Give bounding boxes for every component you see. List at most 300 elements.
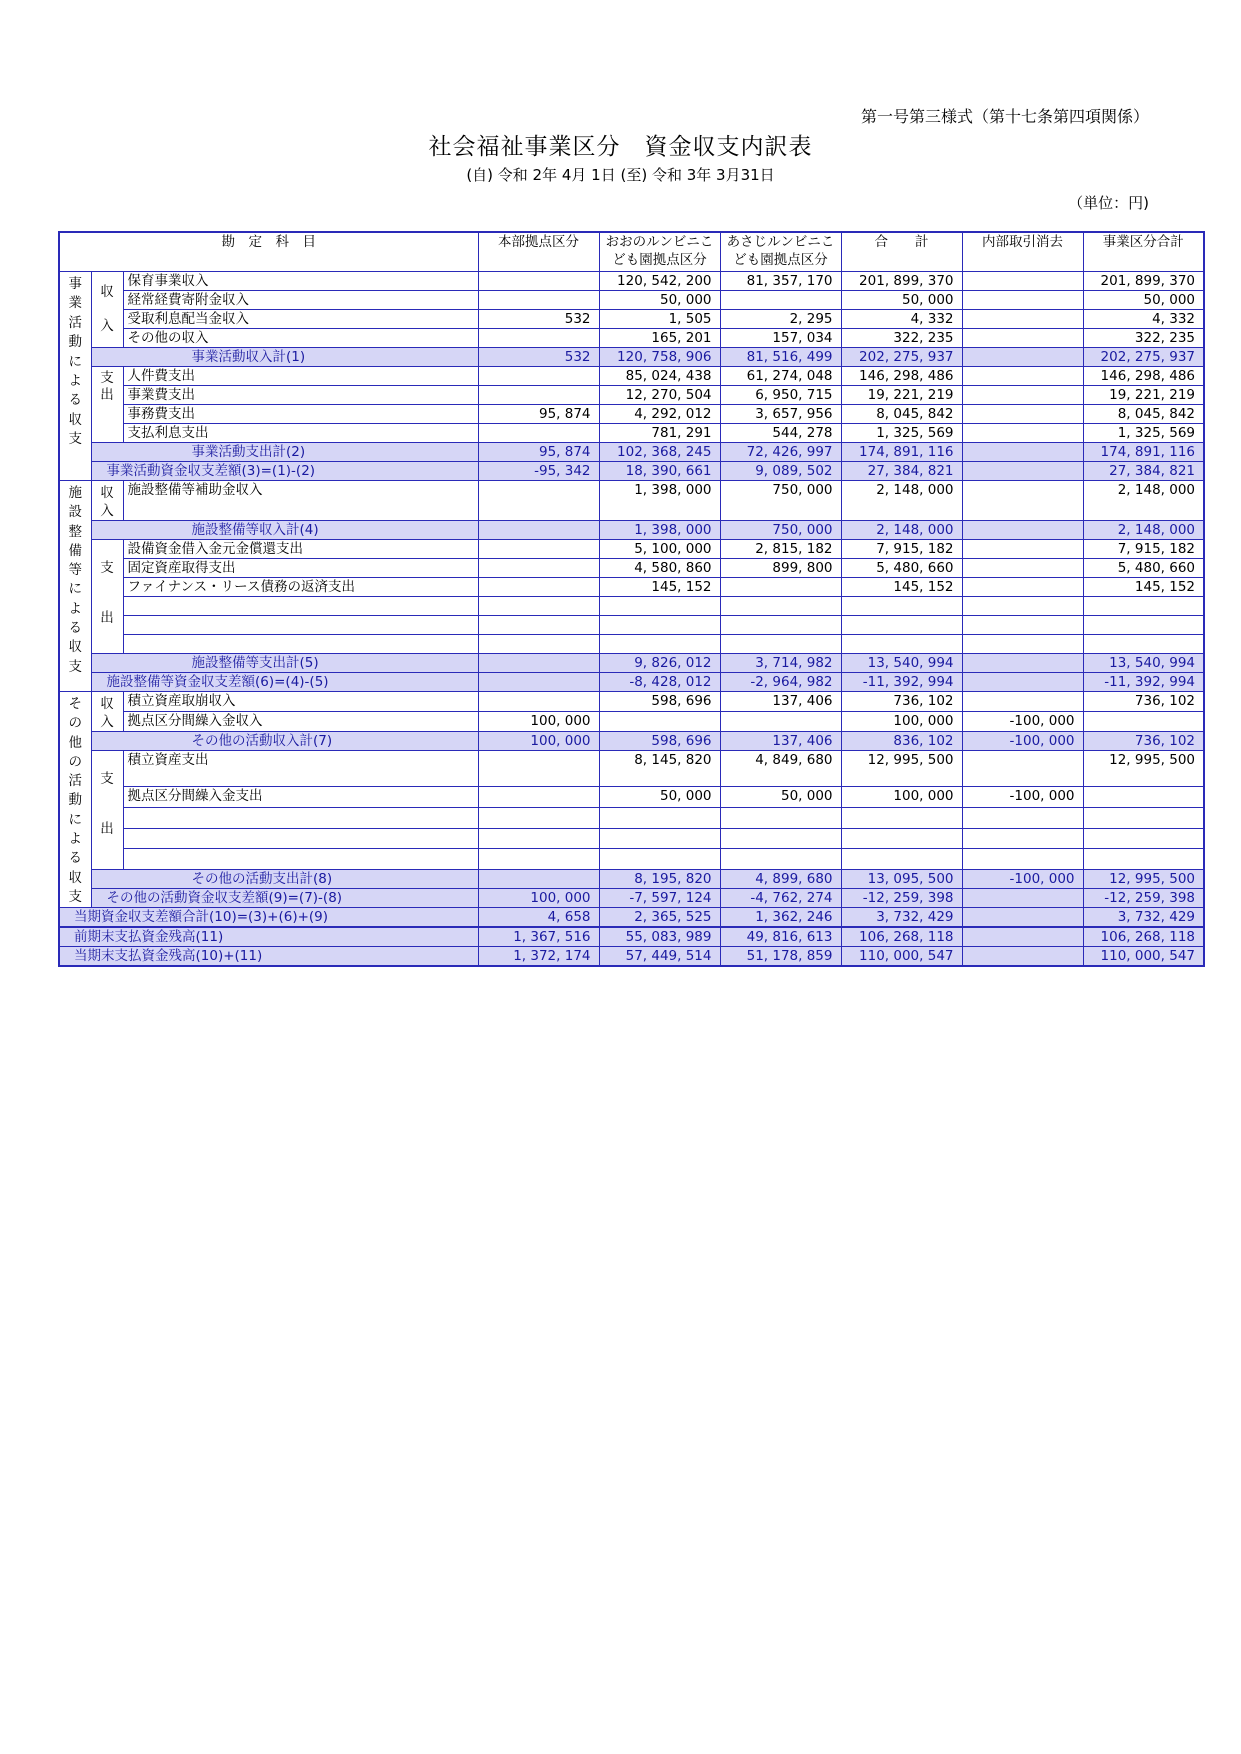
value-cell: [962, 889, 1083, 908]
value-cell: 157, 034: [720, 329, 841, 348]
account-label: 経常経費寄附金収入: [123, 291, 478, 310]
value-cell: 120, 542, 200: [599, 272, 720, 291]
value-cell: [962, 597, 1083, 616]
value-cell: 145, 152: [599, 578, 720, 597]
difference-row: [59, 889, 1204, 908]
value-cell: 102, 368, 245: [599, 443, 720, 462]
value-cell: 100, 000: [478, 889, 599, 908]
subtotal-row: [59, 348, 1204, 367]
report-period: (自) 令和 2年 4月 1日 (至) 令和 3年 3月31日: [466, 166, 775, 184]
value-cell: 13, 095, 500: [841, 870, 962, 889]
value-cell: 322, 235: [1083, 329, 1204, 348]
header-col6: 事業区分合計: [1083, 232, 1204, 272]
value-cell: [1083, 597, 1204, 616]
account-label: 施設整備等補助金収入: [123, 481, 478, 521]
value-cell: [720, 597, 841, 616]
table-row: [59, 405, 1204, 424]
value-cell: -11, 392, 994: [1083, 673, 1204, 692]
value-cell: [1083, 635, 1204, 654]
side-label-in-text: 収入: [100, 485, 114, 519]
value-cell: [720, 712, 841, 732]
balance-row: [59, 927, 1204, 947]
value-cell: 100, 000: [841, 787, 962, 808]
value-cell: 1, 398, 000: [599, 481, 720, 521]
value-cell: 13, 540, 994: [841, 654, 962, 673]
value-cell: 2, 148, 000: [841, 521, 962, 540]
value-cell: 51, 178, 859: [720, 947, 841, 967]
account-label: 積立資産支出: [123, 751, 478, 787]
value-cell: 137, 406: [720, 732, 841, 751]
value-cell: 120, 758, 906: [599, 348, 720, 367]
side-label-out-text: 支出: [100, 560, 114, 626]
value-cell: 1, 325, 569: [1083, 424, 1204, 443]
value-cell: [962, 578, 1083, 597]
value-cell: 50, 000: [841, 291, 962, 310]
value-cell: -4, 762, 274: [720, 889, 841, 908]
header-item: 勘 定 科 目: [59, 232, 478, 272]
table-row: [59, 597, 1204, 616]
value-cell: [962, 540, 1083, 559]
value-cell: 5, 100, 000: [599, 540, 720, 559]
value-cell: [599, 807, 720, 828]
value-cell: 81, 357, 170: [720, 272, 841, 291]
value-cell: [962, 329, 1083, 348]
value-cell: 4, 899, 680: [720, 870, 841, 889]
value-cell: [478, 673, 599, 692]
account-label: 保育事業収入: [123, 272, 478, 291]
blank-cell: [123, 849, 478, 870]
value-cell: [962, 272, 1083, 291]
value-cell: [1083, 849, 1204, 870]
value-cell: 201, 899, 370: [841, 272, 962, 291]
value-cell: [962, 462, 1083, 481]
value-cell: [962, 947, 1083, 967]
section-label-sonota: [59, 692, 91, 908]
value-cell: 736, 102: [1083, 732, 1204, 751]
account-label: 支払利息支出: [123, 424, 478, 443]
difference-row: [59, 462, 1204, 481]
table-row: [59, 367, 1204, 386]
value-cell: [962, 559, 1083, 578]
value-cell: [841, 635, 962, 654]
value-cell: [841, 849, 962, 870]
value-cell: [962, 908, 1083, 928]
value-cell: 8, 045, 842: [1083, 405, 1204, 424]
value-cell: [478, 424, 599, 443]
value-cell: [720, 578, 841, 597]
value-cell: [962, 616, 1083, 635]
value-cell: [478, 521, 599, 540]
value-cell: 174, 891, 116: [841, 443, 962, 462]
side-label-in: [91, 272, 123, 348]
value-cell: 532: [478, 310, 599, 329]
value-cell: 3, 732, 429: [841, 908, 962, 928]
section-label-jigyo: [59, 272, 91, 481]
value-cell: 106, 268, 118: [841, 927, 962, 947]
value-cell: [720, 616, 841, 635]
table-row: [59, 787, 1204, 808]
value-cell: 201, 899, 370: [1083, 272, 1204, 291]
value-cell: [962, 521, 1083, 540]
value-cell: [478, 597, 599, 616]
value-cell: 165, 201: [599, 329, 720, 348]
value-cell: [478, 616, 599, 635]
value-cell: 2, 295: [720, 310, 841, 329]
value-cell: 9, 826, 012: [599, 654, 720, 673]
value-cell: 12, 995, 500: [841, 751, 962, 787]
difference-label: その他の活動資金収支差額(9)=(7)-(8): [91, 889, 478, 908]
value-cell: 95, 874: [478, 443, 599, 462]
difference-row: [59, 673, 1204, 692]
value-cell: [962, 443, 1083, 462]
value-cell: [478, 828, 599, 849]
table-row: [59, 849, 1204, 870]
value-cell: [962, 291, 1083, 310]
value-cell: 50, 000: [1083, 291, 1204, 310]
value-cell: 50, 000: [599, 291, 720, 310]
table-header-row: [59, 232, 1204, 272]
value-cell: 598, 696: [599, 692, 720, 712]
value-cell: 49, 816, 613: [720, 927, 841, 947]
value-cell: 9, 089, 502: [720, 462, 841, 481]
value-cell: 781, 291: [599, 424, 720, 443]
value-cell: 7, 915, 182: [841, 540, 962, 559]
header-col5: 内部取引消去: [962, 232, 1083, 272]
table-row: [59, 828, 1204, 849]
value-cell: -100, 000: [962, 732, 1083, 751]
table-row: [59, 559, 1204, 578]
value-cell: [478, 291, 599, 310]
value-cell: [841, 807, 962, 828]
value-cell: -100, 000: [962, 712, 1083, 732]
value-cell: [599, 597, 720, 616]
account-label: 積立資産取崩収入: [123, 692, 478, 712]
value-cell: [962, 849, 1083, 870]
balance-label: 当期末支払資金残高(10)+(11): [59, 947, 478, 967]
table-row: [59, 578, 1204, 597]
subtotal-label: 事業活動支出計(2): [91, 443, 478, 462]
subtotal-row: [59, 521, 1204, 540]
value-cell: 3, 657, 956: [720, 405, 841, 424]
value-cell: 106, 268, 118: [1083, 927, 1204, 947]
value-cell: 4, 332: [1083, 310, 1204, 329]
value-cell: 19, 221, 219: [841, 386, 962, 405]
value-cell: 4, 332: [841, 310, 962, 329]
value-cell: 202, 275, 937: [1083, 348, 1204, 367]
value-cell: 13, 540, 994: [1083, 654, 1204, 673]
value-cell: 532: [478, 348, 599, 367]
value-cell: [962, 751, 1083, 787]
value-cell: 110, 000, 547: [841, 947, 962, 967]
value-cell: [962, 367, 1083, 386]
fund-statement-table: [58, 231, 1205, 928]
header-col1: 本部拠点区分: [478, 232, 599, 272]
value-cell: -12, 259, 398: [841, 889, 962, 908]
value-cell: 544, 278: [720, 424, 841, 443]
header-col2: おおのルンビニこども園拠点区分: [599, 232, 720, 272]
unit-label: （単位：円): [1068, 194, 1149, 212]
value-cell: -95, 342: [478, 462, 599, 481]
value-cell: 8, 195, 820: [599, 870, 720, 889]
value-cell: [962, 807, 1083, 828]
table-row: [59, 272, 1204, 291]
account-label: 固定資産取得支出: [123, 559, 478, 578]
value-cell: 1, 398, 000: [599, 521, 720, 540]
value-cell: -11, 392, 994: [841, 673, 962, 692]
value-cell: [1083, 807, 1204, 828]
account-label: 設備資金借入金元金償還支出: [123, 540, 478, 559]
table-row: [59, 635, 1204, 654]
subtotal-label: その他の活動支出計(8): [91, 870, 478, 889]
value-cell: 4, 580, 860: [599, 559, 720, 578]
value-cell: [478, 481, 599, 521]
value-cell: [478, 654, 599, 673]
table-row: [59, 751, 1204, 787]
value-cell: [720, 807, 841, 828]
account-label: 事業費支出: [123, 386, 478, 405]
blank-cell: [123, 635, 478, 654]
value-cell: [841, 828, 962, 849]
account-label: 事務費支出: [123, 405, 478, 424]
value-cell: 57, 449, 514: [599, 947, 720, 967]
value-cell: -12, 259, 398: [1083, 889, 1204, 908]
value-cell: 8, 145, 820: [599, 751, 720, 787]
table-row: [59, 310, 1204, 329]
value-cell: [478, 635, 599, 654]
value-cell: [478, 870, 599, 889]
value-cell: 2, 815, 182: [720, 540, 841, 559]
value-cell: [1083, 712, 1204, 732]
value-cell: 1, 367, 516: [478, 927, 599, 947]
value-cell: [962, 692, 1083, 712]
value-cell: 2, 148, 000: [1083, 521, 1204, 540]
balance-label: 前期末支払資金残高(11): [59, 927, 478, 947]
value-cell: [962, 654, 1083, 673]
value-cell: 95, 874: [478, 405, 599, 424]
value-cell: 137, 406: [720, 692, 841, 712]
value-cell: 27, 384, 821: [841, 462, 962, 481]
value-cell: [478, 329, 599, 348]
value-cell: -2, 964, 982: [720, 673, 841, 692]
table-row: [59, 540, 1204, 559]
value-cell: [478, 540, 599, 559]
value-cell: [720, 635, 841, 654]
value-cell: 12, 995, 500: [1083, 751, 1204, 787]
value-cell: 100, 000: [478, 712, 599, 732]
table-row: [59, 616, 1204, 635]
balance-table: [58, 926, 1205, 967]
value-cell: 110, 000, 547: [1083, 947, 1204, 967]
subtotal-row: [59, 654, 1204, 673]
value-cell: 2, 365, 525: [599, 908, 720, 928]
subtotal-label: その他の活動収入計(7): [91, 732, 478, 751]
value-cell: [962, 481, 1083, 521]
side-label-out: [91, 540, 123, 654]
value-cell: 4, 849, 680: [720, 751, 841, 787]
value-cell: [962, 927, 1083, 947]
value-cell: 18, 390, 661: [599, 462, 720, 481]
value-cell: 4, 658: [478, 908, 599, 928]
subtotal-row: [59, 732, 1204, 751]
value-cell: 1, 505: [599, 310, 720, 329]
table-row: [59, 386, 1204, 405]
value-cell: 836, 102: [841, 732, 962, 751]
table-row: [59, 807, 1204, 828]
account-label: 受取利息配当金収入: [123, 310, 478, 329]
account-label: 人件費支出: [123, 367, 478, 386]
value-cell: 174, 891, 116: [1083, 443, 1204, 462]
account-label: ファイナンス・リース債務の返済支出: [123, 578, 478, 597]
table-row: [59, 424, 1204, 443]
section-label-sonota-text: その他の活動による収支: [68, 696, 82, 905]
value-cell: [599, 828, 720, 849]
value-cell: [478, 787, 599, 808]
value-cell: 4, 292, 012: [599, 405, 720, 424]
balance-row: [59, 947, 1204, 967]
value-cell: 50, 000: [599, 787, 720, 808]
blank-cell: [123, 807, 478, 828]
value-cell: [962, 386, 1083, 405]
subtotal-label: 施設整備等収入計(4): [91, 521, 478, 540]
value-cell: 146, 298, 486: [841, 367, 962, 386]
side-label-out-text: 支出: [100, 370, 114, 404]
value-cell: [962, 635, 1083, 654]
value-cell: [478, 559, 599, 578]
value-cell: 12, 270, 504: [599, 386, 720, 405]
value-cell: -100, 000: [962, 787, 1083, 808]
value-cell: 72, 426, 997: [720, 443, 841, 462]
value-cell: [962, 348, 1083, 367]
value-cell: [962, 424, 1083, 443]
account-label: その他の収入: [123, 329, 478, 348]
subtotal-label: 事業活動収入計(1): [91, 348, 478, 367]
section-label-jigyo-text: 事業活動による収支: [68, 276, 82, 448]
value-cell: [478, 367, 599, 386]
value-cell: 5, 480, 660: [1083, 559, 1204, 578]
value-cell: 322, 235: [841, 329, 962, 348]
header-col3: あさじルンビニこども園拠点区分: [720, 232, 841, 272]
value-cell: 100, 000: [478, 732, 599, 751]
side-label-in: [91, 481, 123, 521]
blank-cell: [123, 616, 478, 635]
value-cell: 12, 995, 500: [1083, 870, 1204, 889]
account-label: 拠点区分間繰入金収入: [123, 712, 478, 732]
value-cell: [478, 578, 599, 597]
value-cell: 50, 000: [720, 787, 841, 808]
value-cell: 55, 083, 989: [599, 927, 720, 947]
value-cell: -8, 428, 012: [599, 673, 720, 692]
value-cell: 61, 274, 048: [720, 367, 841, 386]
value-cell: 750, 000: [720, 521, 841, 540]
value-cell: [599, 616, 720, 635]
value-cell: 899, 800: [720, 559, 841, 578]
value-cell: 736, 102: [841, 692, 962, 712]
value-cell: [478, 692, 599, 712]
value-cell: 3, 732, 429: [1083, 908, 1204, 928]
value-cell: 100, 000: [841, 712, 962, 732]
subtotal-row: [59, 443, 1204, 462]
value-cell: [478, 807, 599, 828]
value-cell: 202, 275, 937: [841, 348, 962, 367]
value-cell: [720, 849, 841, 870]
value-cell: 736, 102: [1083, 692, 1204, 712]
value-cell: 1, 372, 174: [478, 947, 599, 967]
subtotal-row: [59, 870, 1204, 889]
value-cell: -7, 597, 124: [599, 889, 720, 908]
value-cell: [720, 291, 841, 310]
value-cell: 2, 148, 000: [1083, 481, 1204, 521]
value-cell: [841, 616, 962, 635]
side-label-out-text: 支出: [100, 771, 114, 837]
value-cell: [720, 828, 841, 849]
value-cell: 7, 915, 182: [1083, 540, 1204, 559]
value-cell: 27, 384, 821: [1083, 462, 1204, 481]
difference-label: 事業活動資金収支差額(3)=(1)-(2): [91, 462, 478, 481]
side-label-in-text: 収入: [100, 284, 114, 334]
value-cell: 19, 221, 219: [1083, 386, 1204, 405]
value-cell: 6, 950, 715: [720, 386, 841, 405]
blank-cell: [123, 597, 478, 616]
value-cell: [478, 272, 599, 291]
value-cell: [962, 828, 1083, 849]
value-cell: [599, 849, 720, 870]
value-cell: [599, 712, 720, 732]
side-label-in: [91, 692, 123, 732]
value-cell: [962, 673, 1083, 692]
account-label: 拠点区分間繰入金支出: [123, 787, 478, 808]
subtotal-label: 施設整備等支出計(5): [91, 654, 478, 673]
page-title: 社会福祉事業区分 資金収支内訳表: [428, 134, 813, 160]
header-col4: 合 計: [841, 232, 962, 272]
value-cell: [962, 405, 1083, 424]
table-row: [59, 291, 1204, 310]
value-cell: [1083, 787, 1204, 808]
value-cell: 81, 516, 499: [720, 348, 841, 367]
value-cell: [1083, 616, 1204, 635]
value-cell: [478, 386, 599, 405]
value-cell: 1, 362, 246: [720, 908, 841, 928]
table-row: [59, 692, 1204, 712]
value-cell: -100, 000: [962, 870, 1083, 889]
section-label-shisetsu-text: 施設整備等による収支: [68, 485, 82, 675]
value-cell: [1083, 828, 1204, 849]
difference-label: 施設整備等資金収支差額(6)=(4)-(5): [91, 673, 478, 692]
value-cell: 145, 152: [1083, 578, 1204, 597]
blank-cell: [123, 828, 478, 849]
value-cell: [599, 635, 720, 654]
table-row: [59, 481, 1204, 521]
value-cell: 2, 148, 000: [841, 481, 962, 521]
value-cell: [962, 310, 1083, 329]
value-cell: 85, 024, 438: [599, 367, 720, 386]
value-cell: [478, 751, 599, 787]
table-row: [59, 712, 1204, 732]
side-label-out: [91, 367, 123, 443]
value-cell: [478, 849, 599, 870]
period-difference-label: 当期資金収支差額合計(10)=(3)+(6)+(9): [59, 908, 478, 928]
value-cell: 3, 714, 982: [720, 654, 841, 673]
value-cell: [841, 597, 962, 616]
value-cell: 598, 696: [599, 732, 720, 751]
value-cell: 146, 298, 486: [1083, 367, 1204, 386]
side-label-in-text: 収入: [100, 696, 114, 730]
value-cell: 145, 152: [841, 578, 962, 597]
value-cell: 5, 480, 660: [841, 559, 962, 578]
value-cell: 8, 045, 842: [841, 405, 962, 424]
table-row: [59, 329, 1204, 348]
value-cell: 750, 000: [720, 481, 841, 521]
period-difference-row: [59, 908, 1204, 928]
